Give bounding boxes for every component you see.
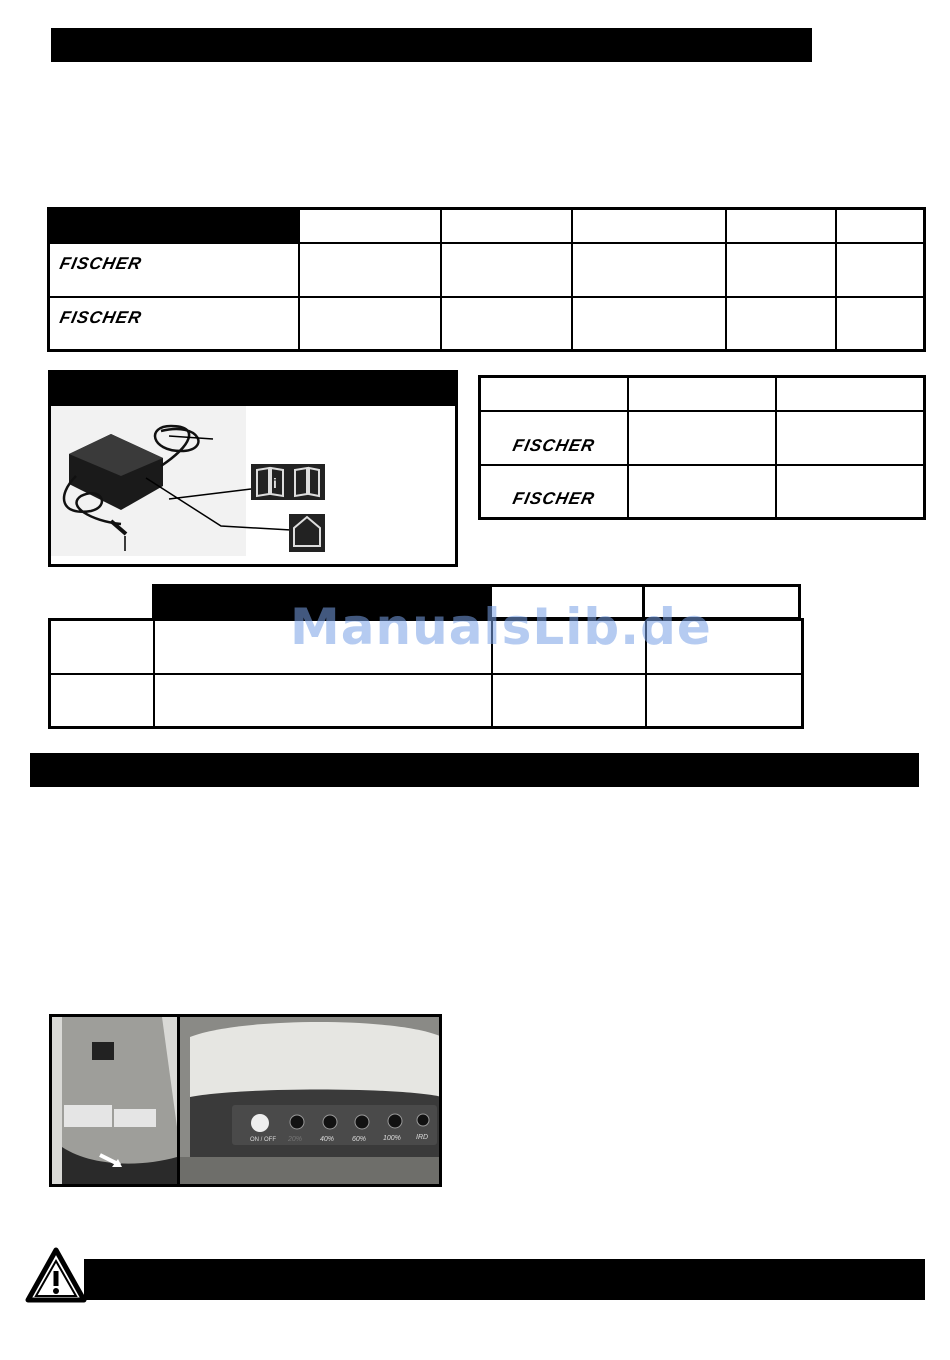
- section-header-bar-top: [51, 28, 812, 62]
- table-header-cell: [572, 209, 726, 243]
- brand-logo: FISCHER: [58, 307, 144, 327]
- table-cell: [726, 243, 836, 297]
- led-label: 100%: [383, 1135, 401, 1142]
- table-cell: [776, 465, 925, 519]
- watermark: ManualsLib.de: [290, 598, 712, 656]
- led-label: 40%: [320, 1136, 335, 1143]
- table-cell: [836, 297, 925, 351]
- charger-figure-header: [51, 373, 455, 406]
- svg-text:i: i: [273, 475, 277, 491]
- led-label: 60%: [352, 1136, 367, 1143]
- table-header-cell: [776, 377, 925, 411]
- brand-logo: FISCHER: [511, 435, 597, 455]
- table-cell: [572, 243, 726, 297]
- table-cell: [628, 411, 776, 465]
- table-header-cell: [299, 209, 441, 243]
- table-cell: [441, 297, 572, 351]
- table-header-cell: [480, 377, 628, 411]
- table-header-cell: [836, 209, 925, 243]
- table-row: [480, 411, 925, 465]
- table-row: [50, 674, 803, 728]
- table-cell: [726, 297, 836, 351]
- manual-info-icon: [251, 464, 289, 500]
- battery-photo-left: [52, 1017, 177, 1184]
- table-cell: [50, 620, 154, 674]
- table-cell: [646, 674, 803, 728]
- table-row: [480, 465, 925, 519]
- table-cell-logo: [49, 297, 299, 351]
- charger-photo: [51, 406, 455, 564]
- table-cell: [441, 243, 572, 297]
- table-header-cell: [441, 209, 572, 243]
- brand-logo: FISCHER: [58, 253, 144, 273]
- table-cell-logo: [480, 465, 628, 519]
- table-cell-logo: [480, 411, 628, 465]
- book-icon: [289, 464, 325, 500]
- warning-header-bar: [84, 1259, 925, 1300]
- led-label: ON / OFF: [250, 1137, 276, 1143]
- led-label: IRD: [416, 1134, 429, 1141]
- led-label: 20%: [288, 1136, 303, 1143]
- table-header-cell: [49, 209, 299, 243]
- table-cell: [776, 411, 925, 465]
- table-cell: [492, 674, 646, 728]
- charger-figure: [48, 370, 458, 567]
- table-cell: [836, 243, 925, 297]
- warning-triangle-icon: [25, 1247, 87, 1303]
- table-cell: [628, 465, 776, 519]
- home-icon: [289, 514, 325, 552]
- table-row: [49, 297, 925, 351]
- table-cell: [299, 243, 441, 297]
- table-header-cell: [726, 209, 836, 243]
- table-cell: [154, 674, 492, 728]
- right-model-table: [478, 375, 926, 520]
- section-header-bar-middle: [30, 753, 919, 787]
- table-cell-logo: [49, 243, 299, 297]
- battery-photo-right: [180, 1017, 442, 1184]
- table-cell: [299, 297, 441, 351]
- table-cell: [50, 674, 154, 728]
- table-header-cell: [628, 377, 776, 411]
- battery-photos: [49, 1014, 442, 1187]
- table-row: [49, 243, 925, 297]
- brand-logo: FISCHER: [511, 489, 597, 508]
- model-table: [47, 207, 926, 352]
- table-cell: [572, 297, 726, 351]
